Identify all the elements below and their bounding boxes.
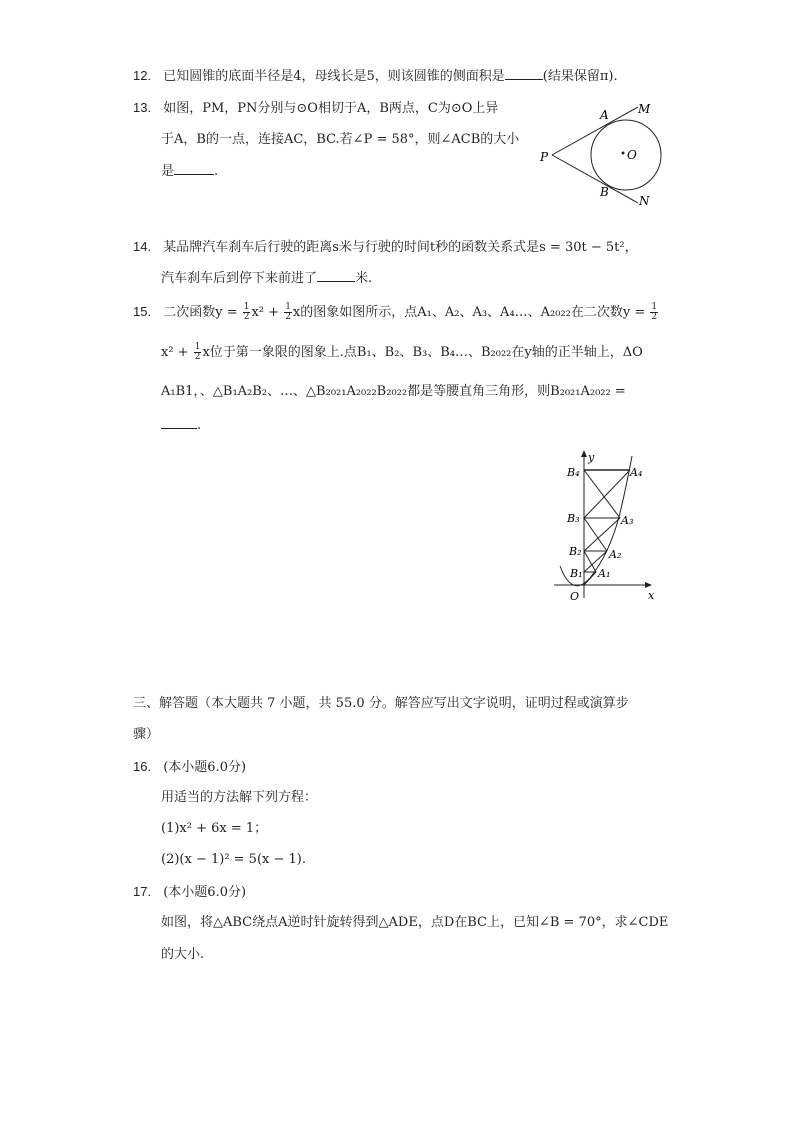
label-b2: B₂: [569, 545, 582, 558]
answer-blank[interactable]: [174, 162, 214, 175]
question-14-line-1: [133, 238, 638, 257]
answer-blank[interactable]: [161, 416, 197, 429]
edge-a1-b2: [584, 551, 596, 572]
denominator: 2: [243, 312, 250, 322]
question-text: x² +: [251, 305, 280, 320]
question-text: 二次函数y =: [163, 305, 238, 320]
center-dot: [622, 152, 625, 155]
label-p: P: [540, 150, 549, 164]
q13-tangent-circle-figure: [530, 95, 670, 210]
question-16-header: [133, 758, 246, 777]
fraction-half: [194, 343, 202, 362]
section-heading-text: 三、解答题（本大题共 7 小题，共 55.0 分。解答应写出文字说明，证明过程或演算步: [133, 696, 629, 711]
section-3-heading-cont: [133, 726, 159, 744]
question-16-eq-2: [161, 851, 306, 869]
x-axis-arrow: [645, 582, 652, 588]
denominator: 2: [285, 312, 291, 322]
question-points: (本小题6.0分): [163, 760, 247, 775]
question-number: 12.: [133, 68, 152, 83]
question-text: 已知圆锥的底面半径是4，母线长是5，则该圆锥的侧面积是: [163, 69, 505, 84]
question-15-line-1: [133, 303, 659, 322]
label-b: B: [600, 185, 609, 199]
equation: (1)x² + 6x = 1；: [161, 821, 268, 836]
label-a4: A₄: [630, 466, 643, 479]
question-text-tail: (结果保留π).: [542, 69, 618, 84]
label-y: y: [588, 451, 595, 464]
question-text: 的大小.: [161, 947, 205, 962]
diagonal-b2-a3: [584, 518, 620, 551]
label-b4: B₄: [567, 466, 580, 479]
numerator: 1: [285, 302, 291, 312]
question-16-eq-1: [161, 820, 267, 838]
label-o: O: [570, 590, 580, 603]
question-13-line-2: [161, 131, 519, 149]
section-3-heading: [133, 695, 629, 713]
tangent-line-pn: [552, 155, 638, 203]
denominator: 2: [194, 352, 201, 362]
tangent-line-pm: [552, 107, 638, 155]
question-text: 如图，将△ABC绕点A逆时针旋转得到△ADE，点D在BC上，已知∠B = 70°，求∠CDE: [161, 915, 669, 930]
question-15-line-2: [161, 343, 643, 362]
question-text: 如图，PM，PN分别与⊙O相切于A，B两点，C为⊙O上异: [163, 101, 499, 116]
fraction-half: [243, 303, 251, 322]
question-text-tail: .: [214, 164, 219, 179]
edge-a2-b3: [584, 518, 607, 551]
label-x: x: [648, 589, 655, 602]
question-text-tail: 米.: [355, 271, 373, 286]
numerator: 1: [243, 302, 250, 312]
question-text: A₁B1，、△B₁A₂B₂、…、△B₂₀₂₁A₂₀₂₂B₂₀₂₂都是等腰直角三角形，则B₂₀₂₁A₂₀₂₂ =: [161, 384, 626, 399]
label-b1: B₁: [570, 567, 583, 580]
label-n: N: [639, 194, 650, 208]
q15-parabola-figure: [550, 448, 670, 608]
question-number: 15.: [133, 304, 152, 319]
label-a2: A₂: [609, 548, 622, 561]
question-17-line-1: [161, 914, 668, 932]
question-text: x的图象如图所示，点A₁、A₂、A₃、A₄…、A₂₀₂₂在二次数y =: [292, 305, 646, 320]
label-a3: A₃: [621, 514, 634, 527]
question-text: 于A，B的一点，连接AC，BC.若∠P = 58°，则∠ACB的大小: [161, 132, 520, 147]
label-b3: B₃: [567, 512, 580, 525]
question-text: 某品牌汽车刹车后行驶的距离s米与行驶的时间t秒的函数关系式是s = 30t − 5t²，: [163, 240, 638, 255]
question-15-line-3: [161, 383, 626, 401]
question-13-line-1: [133, 99, 498, 118]
question-14-line-2: [161, 269, 372, 288]
section-heading-text: 骤）: [133, 727, 160, 742]
fraction-half: [284, 303, 292, 322]
label-m: M: [638, 102, 651, 116]
question-text: 汽车刹车后到停下来前进了: [161, 271, 318, 286]
answer-blank[interactable]: [317, 269, 355, 282]
answer-blank[interactable]: [505, 67, 543, 80]
question-12: [133, 67, 618, 86]
question-number: 16.: [133, 759, 152, 774]
question-text: x² +: [161, 345, 189, 360]
question-16-intro: [161, 789, 317, 807]
question-number: 17.: [133, 884, 152, 899]
equation: (2)(x − 1)² = 5(x − 1).: [161, 852, 306, 867]
diagonal-b3-a4: [584, 470, 630, 518]
denominator: 2: [651, 312, 658, 322]
question-17-header: [133, 883, 246, 902]
question-number: 14.: [133, 239, 152, 254]
question-text: 是: [161, 164, 175, 179]
numerator: 1: [651, 302, 658, 312]
y-axis-arrow: [581, 450, 587, 457]
edge-a3-b4: [584, 470, 620, 518]
label-a1: A₁: [598, 567, 611, 580]
numerator: 1: [194, 342, 201, 352]
fraction-half: [650, 303, 658, 322]
label-a: A: [600, 108, 609, 122]
question-text: x位于第一象限的图象上.点B₁、B₂、B₃、B₄…、B₂₀₂₂在y轴的正半轴上，ΔO: [202, 345, 643, 360]
question-points: (本小题6.0分): [163, 885, 247, 900]
question-17-line-2: [161, 946, 204, 964]
circle-o: [591, 120, 661, 190]
question-13-line-3: [161, 162, 218, 181]
question-15-line-4: [161, 416, 201, 435]
diagonal-o-a1: [584, 572, 596, 585]
question-number: 13.: [133, 100, 152, 115]
label-o: O: [627, 148, 637, 162]
question-text-tail: .: [197, 418, 202, 433]
question-text: 用适当的方法解下列方程：: [161, 790, 318, 805]
